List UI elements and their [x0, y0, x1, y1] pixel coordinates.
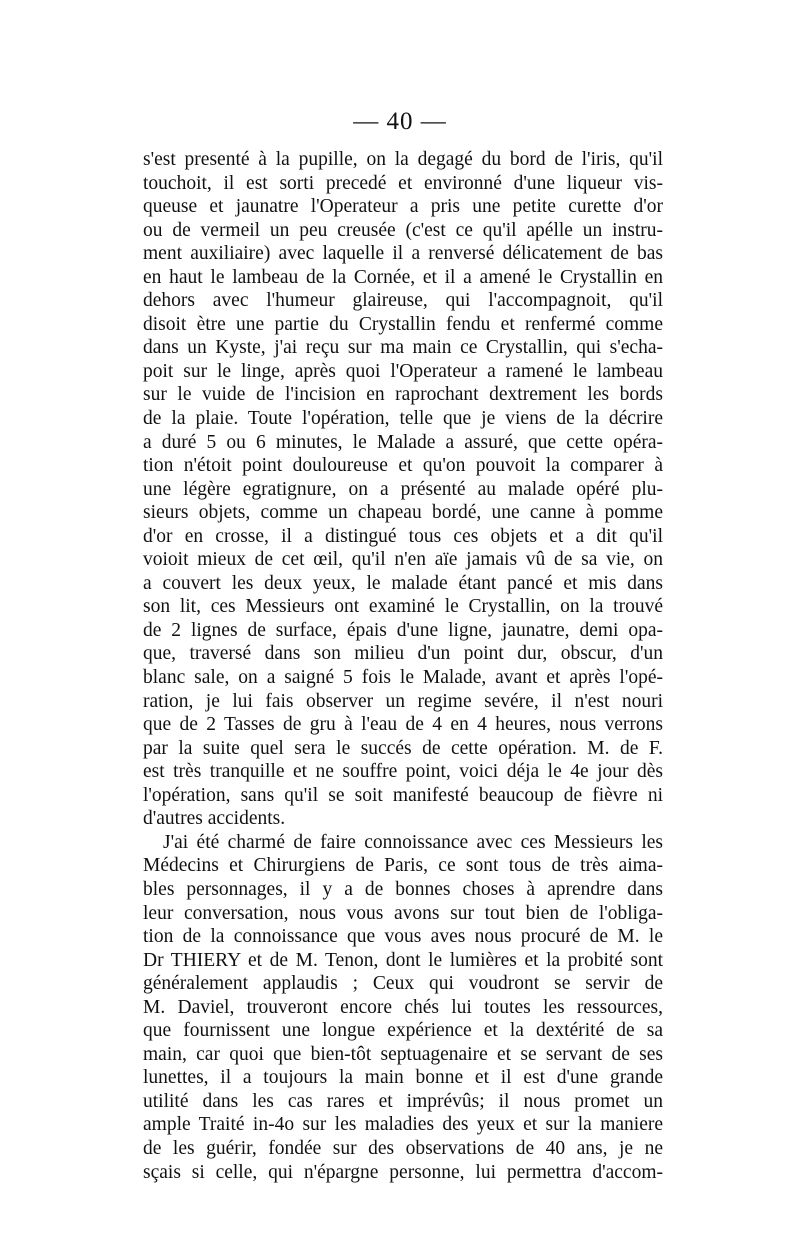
text-line: bles personnages, il y a de bonnes choses à aprendre dans	[143, 878, 663, 900]
text-line: dehors avec l'humeur glaireuse, qui l'accompagnoit, qu'il	[143, 290, 663, 312]
text-line: disoit ètre une partie du Crystallin fendu et renfermé comme	[143, 313, 663, 335]
text-line: lunettes, il a toujours la main bonne et il est d'une grande	[143, 1067, 663, 1089]
text-line: ou de vermeil un peu creusée (c'est ce qu'il apélle un instru-	[143, 219, 663, 241]
text-line: que fournissent une longue expérience et la dextérité de sa	[143, 1020, 663, 1042]
text-line: M. Daviel, trouveront encore chés lui toutes les ressources,	[143, 996, 663, 1018]
text-line: sçais si celle, qui n'épargne personne, lui permettra d'accom-	[143, 1161, 663, 1183]
text-line: généralement applaudis ; Ceux qui voudront se servir de	[143, 973, 663, 995]
text-line: leur conversation, nous vous avons sur tout bien de l'obliga-	[143, 902, 663, 924]
text-line: s'est presenté à la pupille, on la degagé du bord de l'iris, qu'il	[143, 149, 663, 170]
text-line: en haut le lambeau de la Cornée, et il a amené le Crystallin en	[143, 266, 663, 288]
text-line: dans un Kyste, j'ai reçu sur ma main ce Crystallin, qui s'echa-	[143, 337, 663, 359]
text-line: sieurs objets, comme un chapeau bordé, une canne à pomme	[143, 502, 663, 524]
text-line: que, traversé dans son milieu d'un point dur, obscur, d'un	[143, 643, 663, 665]
text-line: tion de la connoissance que vous aves nous procuré de M. le	[143, 926, 663, 948]
text-line: blanc sale, on a saigné 5 fois le Malade, avant et après l'opé-	[143, 667, 663, 689]
text-line: Médecins et Chirurgiens de Paris, ce sont tous de très aima-	[143, 855, 663, 877]
text-line: voioit mieux de cet œil, qu'il n'en aïe jamais vû de sa vie, on	[143, 549, 663, 571]
text-line: a duré 5 ou 6 minutes, le Malade a assuré, que cette opéra-	[143, 431, 663, 453]
text-line: l'opération, sans qu'il se soit manifesté beaucoup de fièvre ni	[143, 784, 663, 806]
page-number: — 40 —	[353, 108, 447, 135]
text-line: queuse et jaunatre l'Operateur a pris une petite curette d'or	[143, 196, 663, 218]
text-line: utilité dans les cas rares et imprévûs; il nous promet un	[143, 1090, 663, 1112]
text-line: ample Traité in-4o sur les maladies des yeux et sur la maniere	[143, 1114, 663, 1136]
text-line: main, car quoi que bien-tôt septuagenaire et se servant de ses	[143, 1043, 663, 1065]
text-line: poit sur le linge, après quoi l'Operateur a ramené le lambeau	[143, 360, 663, 382]
text-line: ment auxiliaire) avec laquelle il a renversé délicatement de bas	[143, 243, 663, 265]
text-line: d'autres accidents.	[143, 808, 286, 830]
text-line: d'or en crosse, il a distingué tous ces objets et a dit qu'il	[143, 525, 663, 547]
body-text	[143, 148, 663, 1184]
text-line: de les guérir, fondée sur des observations de 40 ans, je ne	[143, 1137, 663, 1159]
text-line: tion n'étoit point douloureuse et qu'on pouvoit la comparer à	[143, 455, 663, 477]
text-line: est très tranquille et ne souffre point, voici déja le 4e jour dès	[143, 761, 663, 783]
text-line: que de 2 Tasses de gru à l'eau de 4 en 4 heures, nous verrons	[143, 714, 663, 736]
text-line: une légère egratignure, on a présenté au malade opéré plu-	[143, 478, 663, 500]
text-line: Dr THIERY et de M. Tenon, dont le lumières et la probité sont	[143, 949, 663, 971]
text-line: ration, je lui fais observer un regime sevére, il n'est nouri	[143, 690, 663, 712]
text-line: son lit, ces Messieurs ont examiné le Crystallin, on la trouvé	[143, 596, 663, 618]
text-line: de 2 lignes de surface, épais d'une ligne, jaunatre, demi opa-	[143, 619, 663, 641]
text-line: a couvert les deux yeux, le malade étant pancé et mis dans	[143, 572, 663, 594]
text-line: J'ai été charmé de faire connoissance avec ces Messieurs les	[163, 831, 663, 853]
text-line: sur le vuide de l'incision en raprochant dextrement les bords	[143, 384, 663, 406]
text-line: de la plaie. Toute l'opération, telle que je viens de la décrire	[143, 408, 663, 430]
text-line: touchoit, il est sorti precedé et environné d'une liqueur vis-	[143, 172, 663, 194]
text-line: par la suite quel sera le succés de cette opération. M. de F.	[143, 737, 663, 759]
